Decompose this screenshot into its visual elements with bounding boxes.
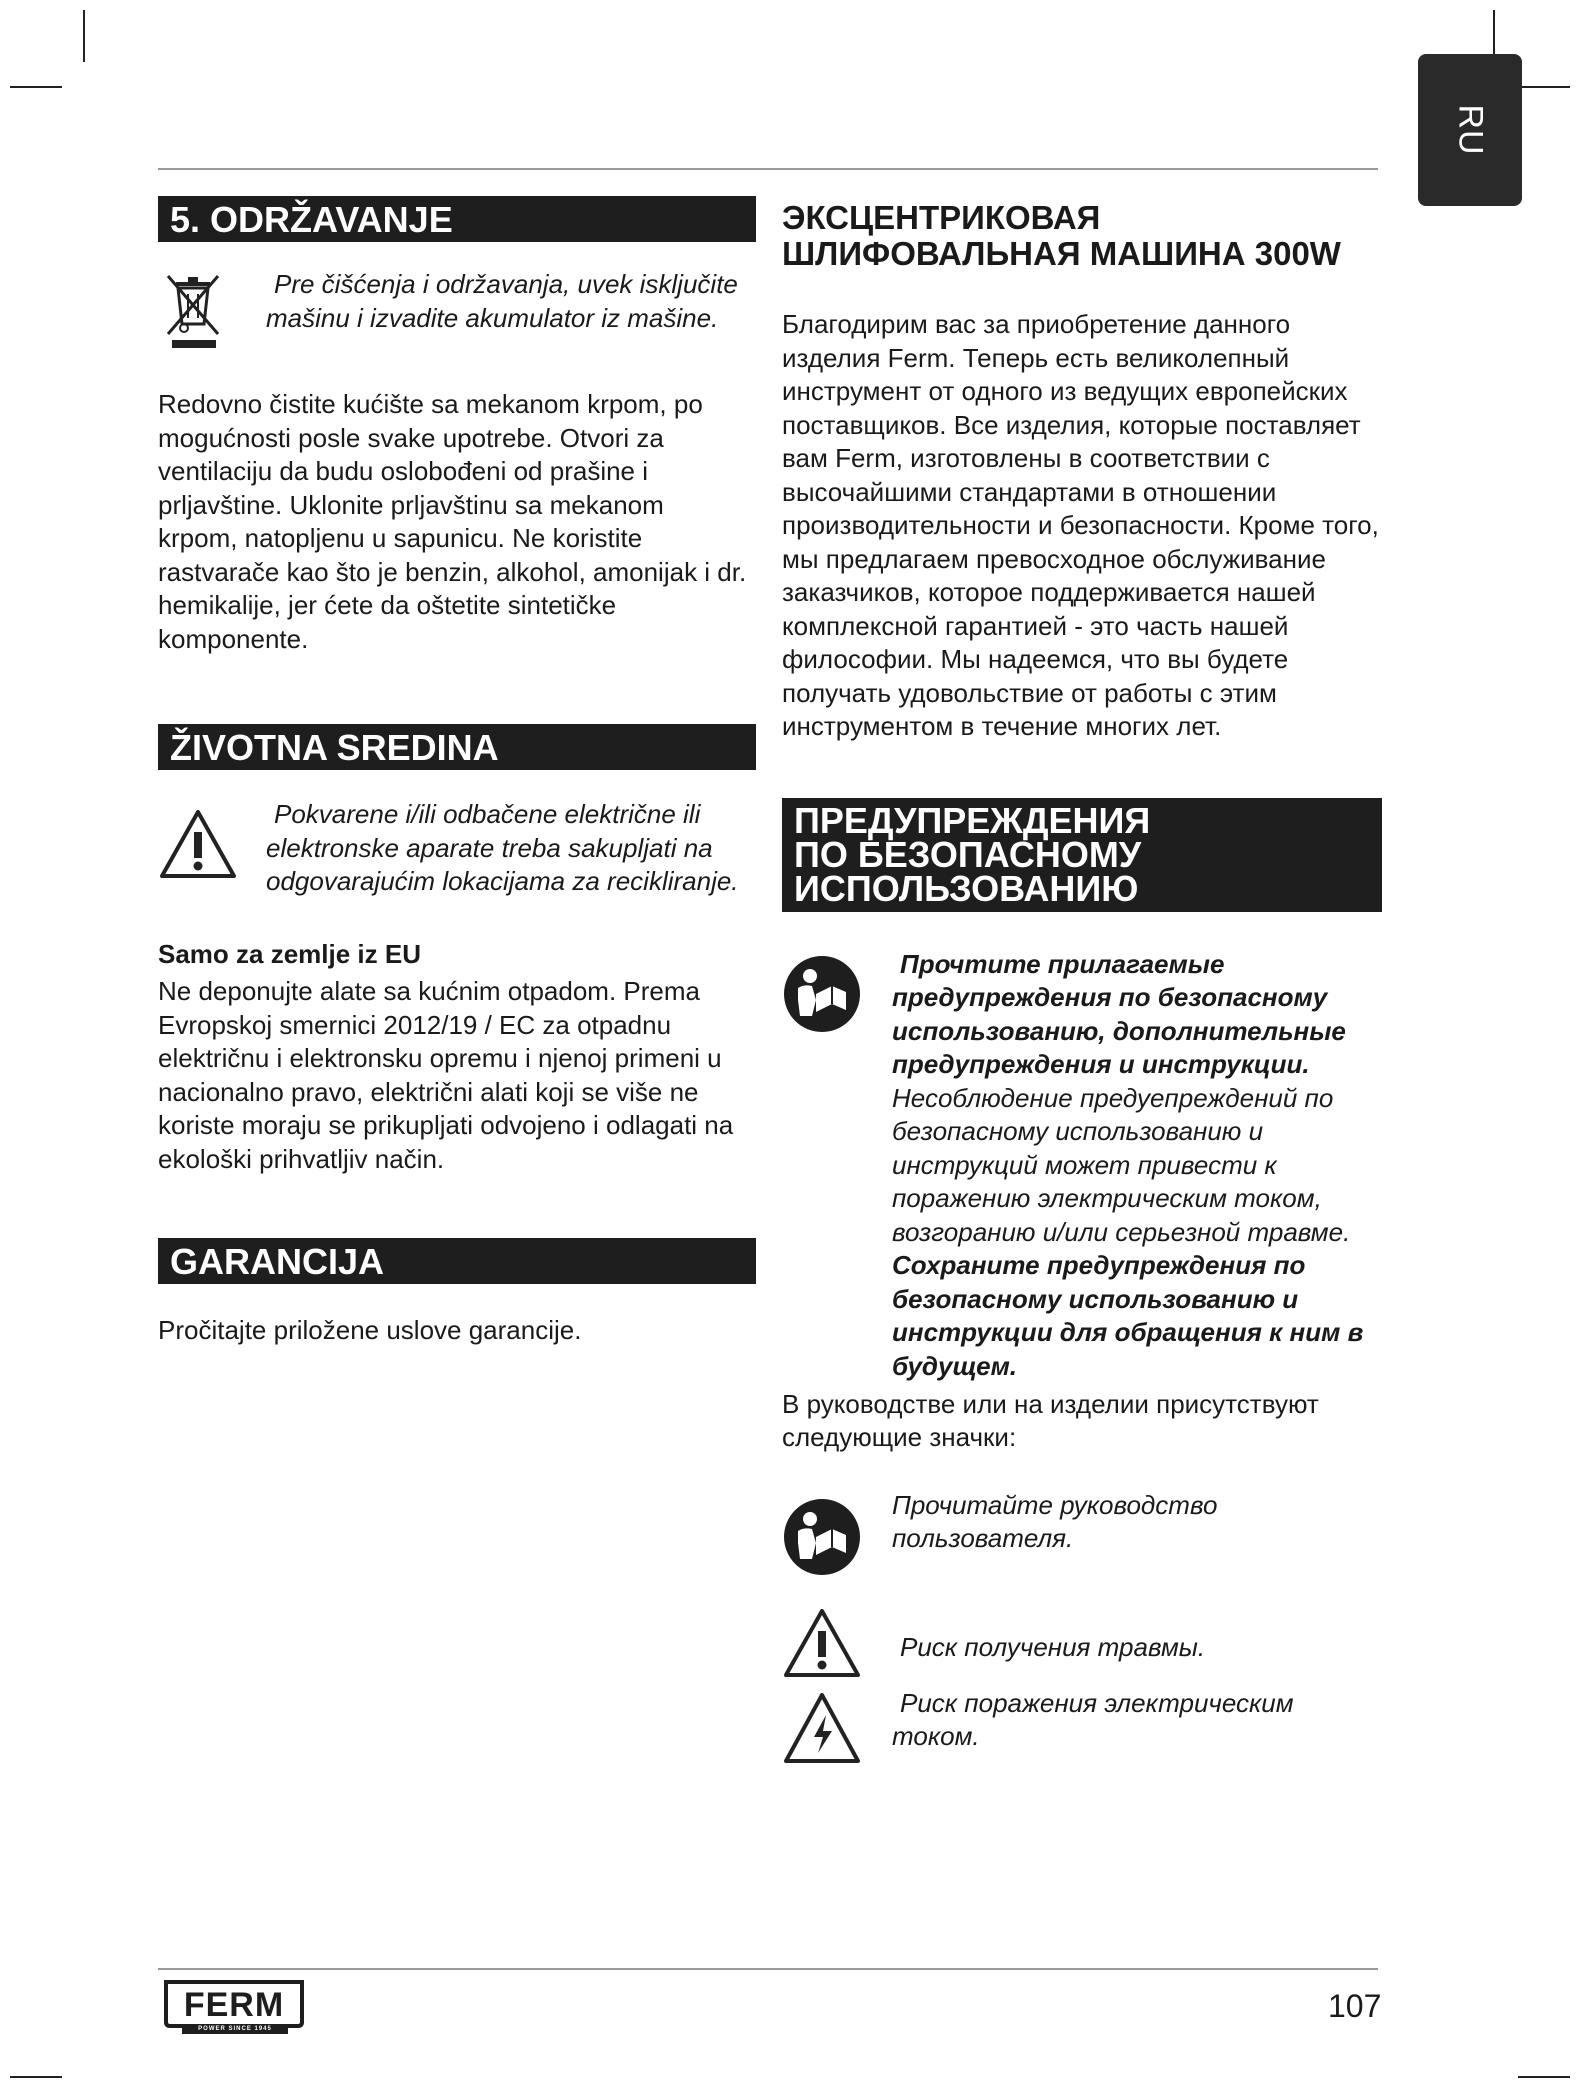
safety-title-line-2: ПО БЕЗОПАСНОМУ: [794, 833, 1142, 875]
crop-mark: [1518, 2076, 1570, 2078]
crop-mark: [83, 10, 85, 62]
left-column: [158, 196, 756, 1348]
safety-italic: Несоблюдение предуепреждений по безопасному использованию и инструкций может привести к поражению электрическим током, возгоранию и/или серьезной травме.: [892, 1082, 1351, 1247]
product-title-line-1: ЭКСЦЕНТРИКОВАЯ: [782, 199, 1101, 236]
warning-triangle-icon: [782, 1607, 862, 1679]
symbol-injury-text: Риск получения травмы.: [900, 1631, 1206, 1662]
symbol-row-read-manual: [782, 1489, 1382, 1583]
bottom-rule: [158, 1968, 1378, 1970]
maintenance-body: Redovno čistite kućište sa mekanom krpom, po mogućnosti posle svake upotrebe. Otvori za ventilaciju da budu oslobođeni od prašine i prljavštine. Uklonite prljavštinu sa mekanom krpom, natopljenu u sapunicu. Ne koristite rastvarače kao što je benzin, alkohol, amonijak i dr. hemikalije, jer ćete da oštetite sintetičke komponente.: [158, 389, 747, 654]
product-title: [782, 200, 1382, 272]
top-rule: [158, 168, 1378, 170]
warranty-body: Pročitajte priložene uslove garancije.: [158, 1315, 582, 1345]
section-heading-warranty: GARANCIJA: [158, 1238, 756, 1284]
crop-mark: [10, 2076, 62, 2078]
language-tab-label: RU: [1451, 104, 1490, 156]
symbols-intro: В руководстве или на изделии присутствуют следующие значки:: [782, 1388, 1319, 1452]
eu-only-subheading: Samo za zemlje iz EU: [158, 939, 421, 969]
safety-title-line-1: ПРЕДУПРЕЖДЕНИЯ: [794, 799, 1151, 841]
section-heading-maintenance: 5. ODRŽAVANJE: [158, 196, 756, 242]
crop-mark: [10, 86, 62, 88]
warning-triangle-icon: [158, 808, 238, 880]
environment-body: Ne deponujte alate sa kućnim otpadom. Prema Evropskoj smernici 2012/19 / EC za otpadnu električnu i elektronsku opremu i njenoj primeni u nacionalno pravo, električni alati koji se više ne koriste moraju se prikupljati odvojeno i odlagati na ekološki prihvatljiv način.: [158, 976, 734, 1174]
product-title-line-2: ШЛИФОВАЛЬНАЯ МАШИНА 300W: [782, 235, 1341, 272]
ferm-logo-text: FERM: [183, 1986, 285, 2024]
symbol-row-injury: [782, 1607, 1382, 1687]
safety-warning-text: [892, 948, 1382, 1384]
right-column: [782, 200, 1382, 1777]
ferm-logo: [160, 1978, 308, 2036]
section-heading-environment: ŽIVOTNA SREDINA: [158, 724, 756, 770]
symbol-row-electric: [782, 1687, 1382, 1777]
environment-note-text: Pokvarene i/ili odbačene električne ili elektronske aparate treba sakupljati na odgovarajućim lokacijama za recikliranje.: [266, 799, 739, 896]
page-number: 107: [1328, 1988, 1382, 2024]
electric-shock-warning-icon: [782, 1691, 862, 1765]
symbol-read-manual-text: Прочитайте руководство пользователя.: [892, 1489, 1218, 1553]
crop-mark: [1518, 86, 1570, 88]
safety-warning-block: [782, 948, 1382, 1388]
section-heading-safety: [782, 798, 1382, 912]
weee-bin-icon: [164, 272, 224, 350]
safety-bold-2: Сохраните предупреждения по безопасному использованию и инструкции для обращения к ним в будущем.: [892, 1250, 1364, 1381]
intro-text: Благодирим вас за приобретение данного изделия Ferm. Теперь есть великолепный инструмент от одного из ведущих европейских поставщиков. Все изделия, которые поставляет вам Ferm, изготовлены в соответствии с высочайшими стандартами в отношении производительности и безопасности. Кроме того, мы предлагаем превосходное обслуживание заказчиков, которое поддерживается нашей комплексной гарантией - это часть нашей философии. Мы надеемся, что вы будете получать удовольствие от работы с этим инструментом в течение многих лет.: [782, 309, 1379, 741]
maintenance-note: [158, 268, 756, 374]
symbol-electric-text: Риск поражения электрическим током.: [892, 1687, 1294, 1751]
ferm-logo-tagline: POWER SINCE 1945: [198, 2026, 272, 2032]
language-tab: [1418, 54, 1522, 206]
maintenance-note-text: Pre čišćenja i održavanja, uvek isključite mašinu i izvadite akumulator iz mašine.: [266, 269, 738, 333]
safety-bold-1: Прочтите прилагаемые предупреждения по безопасному использованию, дополнительные предупреждения и инструкции.: [892, 948, 1346, 1079]
read-manual-icon: [782, 954, 862, 1034]
safety-title-line-3: ИСПОЛЬЗОВАНИЮ: [794, 867, 1139, 909]
environment-note: [158, 798, 756, 906]
read-manual-icon: [782, 1497, 862, 1577]
